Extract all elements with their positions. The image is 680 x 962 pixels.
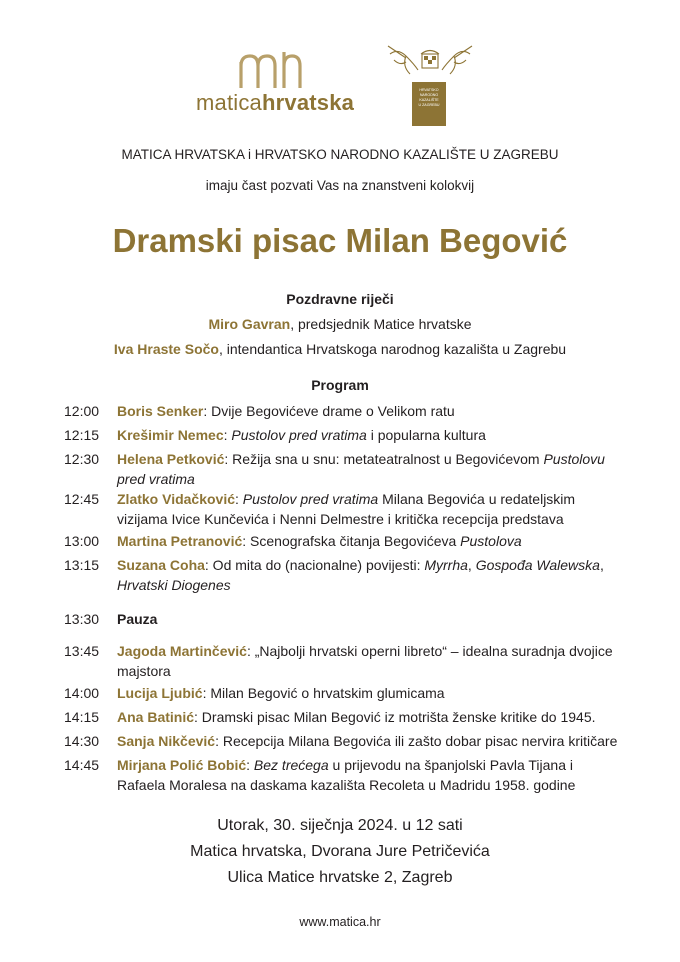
program-description: : Dramski pisac Milan Begović iz motrišta ženske kritike do 1945. [194, 709, 596, 725]
program-speaker: Zlatko Vidačković [117, 491, 236, 507]
event-date: Utorak, 30. siječnja 2024. u 12 sati [217, 817, 463, 834]
speaker-role: , predsjednik Matice hrvatske [290, 316, 472, 332]
hnk-logo [384, 44, 476, 124]
speaker-role: , intendantica Hrvatskoga narodnog kazališta u Zagrebu [218, 341, 567, 357]
wordmark-light: matica [196, 90, 262, 115]
program-speaker: Krešimir Nemec [117, 427, 224, 443]
program-text [117, 755, 622, 795]
program-time: 12:00 [64, 403, 100, 419]
program-speaker: Ana Batinić [117, 709, 195, 725]
program-description: , [467, 557, 476, 573]
website-link[interactable]: www.matica.hr [299, 915, 381, 929]
mh-monogram-icon [238, 52, 302, 88]
event-title: Dramski pisac Milan Begović [112, 222, 568, 259]
program-time: 12:15 [64, 427, 100, 443]
program-time: 13:15 [64, 557, 100, 573]
program-time: 14:30 [64, 733, 100, 749]
program-text [117, 609, 622, 629]
hosts-line: MATICA HRVATSKA i HRVATSKO NARODNO KAZALIŠTE U ZAGREBU [121, 147, 559, 162]
program-speaker: Boris Senker [117, 403, 204, 419]
program-description: : Dvije Begovićeve drame o Velikom ratu [203, 403, 455, 419]
program-description: : Od mita do (nacionalne) povijesti: [204, 557, 425, 573]
program-time: 14:15 [64, 709, 100, 725]
program-description: : [223, 427, 232, 443]
program-time: 13:30 [64, 611, 100, 627]
greeting-speaker [0, 316, 680, 332]
speaker-name: Iva Hraste Sočo [113, 341, 219, 357]
program-time: 14:00 [64, 685, 100, 701]
program-description: : Režija sna u snu: metateatralnost u Begovićevom [224, 451, 544, 467]
event-address: Ulica Matice hrvatske 2, Zagreb [227, 869, 453, 886]
angels-crest-icon [384, 44, 476, 84]
work-title: Pustolovu pred vratima [117, 451, 605, 487]
matica-wordmark [196, 90, 354, 116]
program-heading: Program [311, 377, 369, 393]
program-time: 14:45 [64, 757, 100, 773]
hnk-badge-line: NARODNO [419, 93, 439, 97]
program-speaker: Sanja Nikčević [117, 733, 216, 749]
program-description: , [599, 557, 604, 573]
program-text [117, 531, 622, 551]
event-venue: Matica hrvatska, Dvorana Jure Petričevića [190, 843, 490, 860]
work-title: Pustolova [460, 533, 522, 549]
speaker-name: Miro Gavran [208, 316, 291, 332]
program-description: : Scenografska čitanja Begovićeva [242, 533, 461, 549]
program-text [117, 707, 622, 727]
work-title: Gospođa Walewska [475, 557, 600, 573]
program-description: u prijevodu na španjolski Pavla Tijana i Rafaela Moralesa na daskama kazališta Recoleta u Madridu 1958. godine [117, 757, 576, 793]
program-text [117, 489, 622, 529]
work-title: Pustolov pred vratima [242, 491, 379, 507]
hnk-badge-line: HRVATSKO [419, 88, 439, 92]
program-description: : [235, 491, 243, 507]
program-description: i popularna kultura [366, 427, 486, 443]
greeting-speaker [0, 341, 680, 357]
program-text [117, 425, 622, 445]
program-text [117, 683, 622, 703]
program-time: 12:45 [64, 491, 100, 507]
hnk-badge [412, 82, 446, 126]
program-text [117, 449, 622, 489]
invitation-line: imaju čast pozvati Vas na znanstveni kolokvij [205, 178, 475, 193]
work-title: Pustolov pred vratima [231, 427, 367, 443]
program-time: 12:30 [64, 451, 100, 467]
program-speaker: Helena Petković [117, 451, 225, 467]
hnk-badge-line: U ZAGREBU [418, 103, 440, 107]
program-text [117, 555, 622, 595]
program-description: : Recepcija Milana Begovića ili zašto dobar pisac nervira kritičare [215, 733, 618, 749]
program-speaker: Mirjana Polić Bobić [117, 757, 247, 773]
program-text [117, 641, 622, 681]
program-time: 13:00 [64, 533, 100, 549]
greetings-heading: Pozdravne riječi [286, 291, 394, 307]
program-text [117, 401, 622, 421]
work-title: Myrrha [424, 557, 468, 573]
program-text [117, 731, 622, 751]
program-time: 13:45 [64, 643, 100, 659]
matica-hrvatska-logo [190, 52, 360, 122]
work-title: Bez trećega [253, 757, 329, 773]
program-description: : [246, 757, 254, 773]
program-speaker: Lucija Ljubić [117, 685, 203, 701]
wordmark-bold: hrvatska [262, 90, 355, 115]
program-speaker: Suzana Coha [117, 557, 205, 573]
program-speaker: Martina Petranović [117, 533, 243, 549]
break-label: Pauza [117, 611, 158, 627]
hnk-badge-line: KAZALIŠTE [419, 98, 439, 102]
program-description: : Milan Begović o hrvatskim glumicama [202, 685, 445, 701]
program-description: : „Najbolji hrvatski operni libreto“ – idealna suradnja dvojice majstora [117, 643, 613, 679]
work-title: Hrvatski Diogenes [117, 577, 231, 593]
program-description: Milana Begovića u redateljskim vizijama Ivice Kunčevića i Nenni Delmestre i kritička recepcija predstava [117, 491, 576, 527]
program-speaker: Jagoda Martinčević [117, 643, 247, 659]
